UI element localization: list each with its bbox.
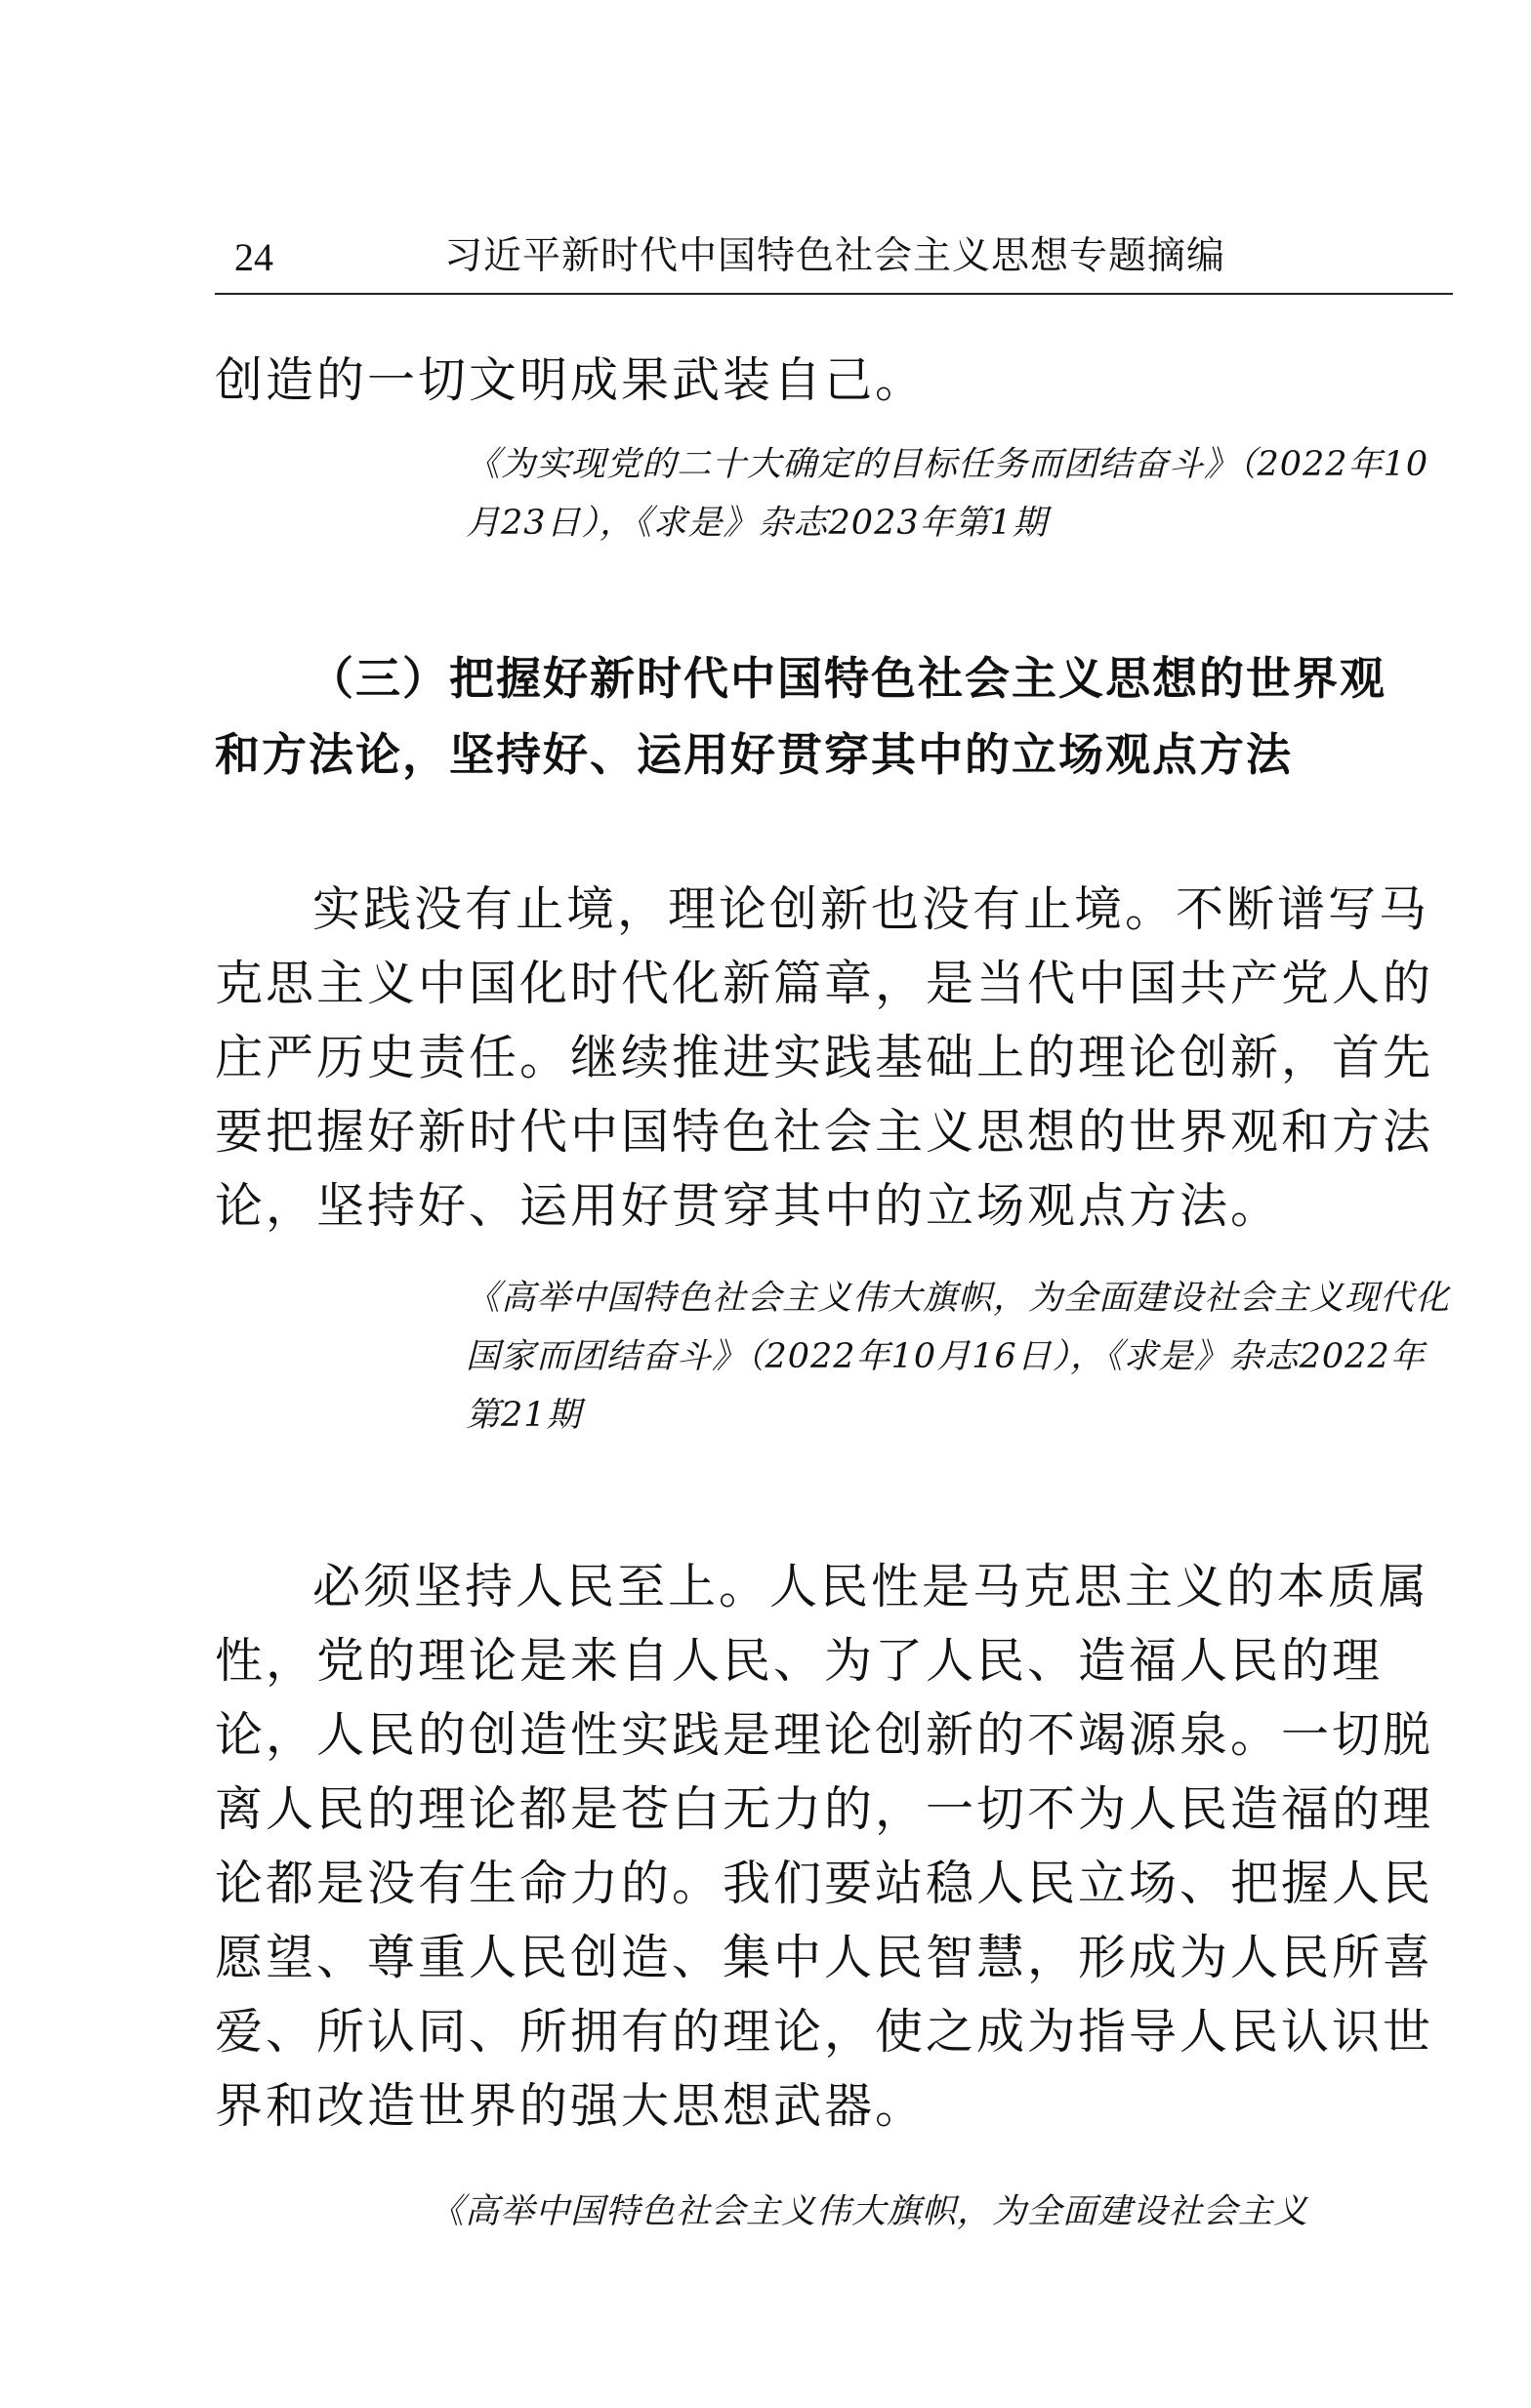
section-heading-line-2: 和方法论，坚持好、运用好贯穿其中的立场观点方法 xyxy=(215,728,1293,781)
opening-line: 创造的一切文明成果武装自己。 xyxy=(215,352,927,408)
running-title: 习近平新时代中国特色社会主义思想专题摘编 xyxy=(444,234,1226,278)
page-number: 24 xyxy=(234,235,273,279)
citation-3: 《高举中国特色社会主义伟大旗帜，为全面建设社会主义 xyxy=(430,2192,1309,2231)
section-heading xyxy=(215,640,1455,793)
citation-2: 《高举中国特色社会主义伟大旗帜，为全面建设社会主义现代化国家而团结奋斗》（2022年10月16日），《求是》杂志2022年第21期 xyxy=(466,1279,1451,1435)
citation-1: 《为实现党的二十大确定的目标任务而团结奋斗》（2022年10月23日），《求是》杂志2023年第1期 xyxy=(466,445,1429,543)
section-heading-line-1: （三）把握好新时代中国特色社会主义思想的世界观 xyxy=(309,652,1386,705)
paragraph-2: 必须坚持人民至上。人民性是马克思主义的本质属性，党的理论是来自人民、为了人民、造福人民的理论，人民的创造性实践是理论创新的不竭源泉。一切脱离人民的理论都是苍白无力的，一切不为人民造福的理论都是没有生命力的。我们要站稳人民立场、把握人民愿望、尊重人民创造、集中人民智慧，形成为人民所喜爱、所认同、所拥有的理论，使之成为指导人民认识世界和改造世界的强大思想武器。 xyxy=(215,1559,1434,2134)
running-header xyxy=(215,230,1453,295)
paragraph-1: 实践没有止境，理论创新也没有止境。不断谱写马克思主义中国化时代化新篇章，是当代中国共产党人的庄严历史责任。继续推进实践基础上的理论创新，首先要把握好新时代中国特色社会主义思想的世界观和方法论，坚持好、运用好贯穿其中的立场观点方法。 xyxy=(215,881,1434,1234)
